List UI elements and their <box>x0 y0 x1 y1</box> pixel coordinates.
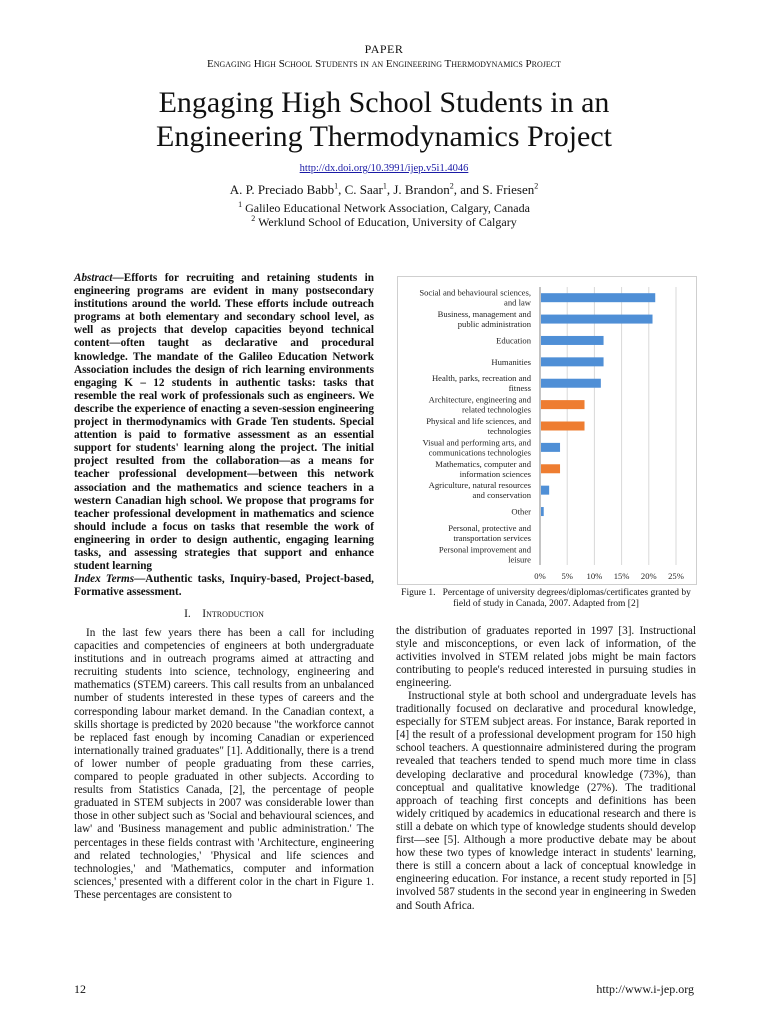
x-tick-label: 20% <box>640 571 657 581</box>
page-number: 12 <box>74 982 86 996</box>
bar <box>541 422 585 431</box>
affiliation-1 <box>0 201 768 216</box>
category-label-line: transportation services <box>453 532 531 543</box>
category-label-line: fitness <box>508 383 531 394</box>
category-label-line: information sciences <box>459 468 531 479</box>
paper-title <box>0 86 768 154</box>
category-label <box>432 373 532 393</box>
index-terms-label: Index Terms <box>74 573 135 585</box>
figure-caption: Figure 1. Percentage of university degrees/diplomas/certificates granted by field of study in Canada, 2007. Adapted from [2] <box>401 588 691 609</box>
bar <box>541 336 604 345</box>
category-label-line: Business, management and <box>437 309 531 320</box>
affiliation-2-text: Werklund School of Education, University of Calgary <box>255 215 517 229</box>
category-label-line: Social and behavioural sciences, <box>419 287 531 298</box>
author-list <box>0 182 768 198</box>
category-label-line: communications technologies <box>428 447 531 458</box>
category-label-line: Agriculture, natural resources <box>428 480 531 491</box>
author-1: A. P. Preciado Babb <box>229 182 335 197</box>
category-label-line: and conservation <box>472 490 531 501</box>
category-label-line: Health, parks, recreation and <box>431 373 531 384</box>
right-paragraph-2: Instructional style at both school and undergraduate levels has traditionally focused on declarative and procedural knowledge, especially for STEM subject areas. For instance, Barak reported in [4] the result of a professional development program for 150 high school teachers. A questionnaire administered during the program revealed that teachers tended to spend much more time in class developing declarative and procedural knowledge (73%), than conceptual and qualitative knowledge (27%). The traditional approach of teaching first concepts and definitions has been widely critiqued by academics in educational research and there is still a debate on which type of knowledge students should develop first—see [5]. Although a more productive debate may be about how these two types of knowledge interact in students' learning, there is still a concern about a lack of conceptual knowledge in engineering education. For instance, a recent study reported in [5] involved 587 students in the second year in engineering in Sweden and South Africa. <box>396 690 696 912</box>
abstract-label: Abstract <box>74 272 113 284</box>
category-label <box>422 437 531 457</box>
category-label-line: and law <box>504 297 531 308</box>
category-label <box>429 395 532 415</box>
index-terms <box>74 573 374 599</box>
category-label-line: public administration <box>457 319 531 330</box>
category-label <box>491 357 531 367</box>
header-section-label: PAPER <box>364 42 404 56</box>
bar <box>541 486 549 495</box>
author-3-affil: 2 <box>449 181 454 191</box>
intro-paragraph: In the last few years there has been a call for including capacities and competencies of engineers at both undergraduate institutions and in outreach programs aimed at attracting and recruiting students into science, technology, engineering and mathematics (STEM) careers. This call results from an unbalanced number of students interested in these types of careers and the corresponding labour market demand. In the Canadian context, a skills shortage is predicted by 2020 because "the workforce cannot be replaced fast enough by incoming Canadian or experienced internationally trained graduates" [1]. Additionally, there is a trend of lower number of people graduating from these carries, compared to people graduated in other subjects. According to results from Statistics Canada, [2], the percentage of people graduated in STEM subjects in 2007 was considerable lower than those in other subject such as 'Social and behavioural sciences, and law' and 'Business management and public administration.' The percentages in these fields contrast with 'Architecture, engineering and related technologies,' 'Physical and life sciences and technologies,' and 'Mathematics, computer and information sciences,' presented with a different color in the chart in Figure 1. These percentages are consistent to <box>74 627 374 901</box>
title-line-2: Engineering Thermodynamics Project <box>156 120 612 153</box>
section-heading-introduction: I. Introduction <box>184 608 264 620</box>
bar <box>541 379 601 388</box>
index-terms-text: —Authentic tasks, Inquiry-based, Project-based, Formative assessment. <box>74 573 374 599</box>
figure-1-chart <box>397 276 697 585</box>
category-label-line: Other <box>511 506 531 517</box>
category-label-line: Education <box>496 335 531 346</box>
category-label <box>426 416 531 436</box>
bar-chart-svg <box>398 277 696 584</box>
category-label-line: technologies <box>487 426 531 436</box>
author-2: , C. Saar <box>338 182 383 197</box>
affiliation-1-text: Galileo Educational Network Association, Calgary, Canada <box>242 201 530 215</box>
category-label-line: Personal, protective and <box>448 522 531 533</box>
category-label <box>511 507 531 517</box>
category-label <box>439 544 532 564</box>
x-tick-label: 25% <box>668 571 684 581</box>
x-tick-label: 5% <box>561 571 573 581</box>
category-label <box>435 459 531 479</box>
author-1-affil: 1 <box>334 181 339 191</box>
right-paragraph-1: the distribution of graduates reported in 1997 [3]. Instructional style and misconceptions, or even lack of information, of the activities involved in STEM related jobs might be main factors contributing to people's reduced interested in pursuing studies in engineering. <box>396 625 696 690</box>
affiliation-2 <box>0 215 768 230</box>
category-label-line: related technologies <box>462 404 531 415</box>
bar <box>541 357 604 366</box>
category-label-line: Personal improvement and <box>438 544 531 555</box>
running-title: Engaging High School Students in an Engineering Thermodynamics Project <box>206 58 562 70</box>
x-tick-label: 0% <box>534 571 546 581</box>
affiliation-2-number: 2 <box>251 214 256 223</box>
affiliation-1-number: 1 <box>238 200 243 209</box>
author-3: , J. Brandon <box>386 182 450 197</box>
abstract <box>74 272 374 573</box>
author-4: , and S. Friesen <box>453 182 535 197</box>
bar <box>541 400 585 409</box>
category-label <box>448 523 532 543</box>
category-label-line: leisure <box>508 554 531 565</box>
bar <box>541 315 653 324</box>
category-label <box>438 309 532 329</box>
bar <box>541 443 560 452</box>
footer-url: http://www.i-jep.org <box>596 982 694 996</box>
category-label <box>496 335 532 345</box>
category-label-line: Visual and performing arts, and <box>422 437 531 448</box>
abstract-text: —Efforts for recruiting and retaining students in engineering programs are evident in many postsecondary institutions around the world. These efforts include outreach programs at both elementary and secondary school level, as well as projects that develop capacities beyond technical content—often taught as declarative and procedural knowledge. The mandate of the Galileo Education Network Association includes the design of rich learning environments engaging K – 12 students in authentic tasks: tasks that resemble the real work of professionals such as engineers. We describe the experience of enacting a seven-session engineering project in thermodynamics with Grade Ten students. Special attention is paid to formative assessment as an essential support for students' learning along the project. The initial project resulted from the collaboration—as a means for teacher professional development—between this network association and the mathematics and science teachers in a western Canadian high school. We propose that programs for teacher professional development in mathematics and science should include a focus on tasks that resemble the work of engineering in order to design authentic, engaging learning tasks, and assessing strategies that support and enhance student learning <box>74 272 374 573</box>
x-tick-label: 15% <box>613 571 630 581</box>
x-tick-label: 10% <box>586 571 603 581</box>
category-label-line: Humanities <box>491 356 531 367</box>
category-label <box>419 288 531 308</box>
bar <box>541 464 560 473</box>
doi-link[interactable]: http://dx.doi.org/10.3991/ijep.v5i1.4046 <box>299 163 469 174</box>
category-label-line: Architecture, engineering and <box>428 394 531 405</box>
bar <box>541 507 544 516</box>
author-4-affil: 2 <box>534 181 539 191</box>
category-label <box>429 480 532 500</box>
category-label-line: Physical and life sciences, and <box>426 416 531 426</box>
category-label-line: Mathematics, computer and <box>435 458 531 469</box>
title-line-1: Engaging High School Students in an <box>158 86 610 119</box>
bar <box>541 293 655 302</box>
author-2-affil: 1 <box>382 181 387 191</box>
